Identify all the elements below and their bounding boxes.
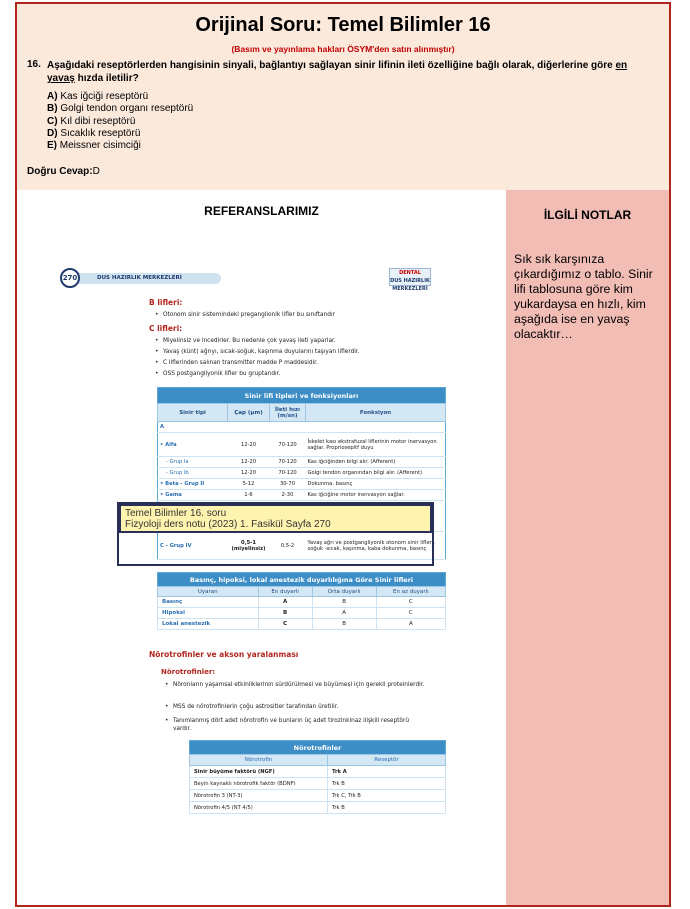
answer-label: Doğru Cevap:: [27, 166, 93, 177]
option-d: [47, 128, 193, 140]
table-cell: Nörotrofin 3 (NT-3): [190, 790, 328, 802]
logo-top-text: DENTAL: [399, 270, 421, 276]
option-b: [47, 103, 193, 115]
correct-answer: [27, 166, 100, 177]
option-letter: E): [47, 140, 57, 152]
question-text-part2: hızda iletilir?: [74, 73, 139, 84]
c-fibers-bullet: • Miyelinsiz ve incedirler. Bu nedenle çok yavaş ileti yaparlar.: [163, 338, 336, 346]
table-row: [158, 490, 446, 501]
copyright-note: (Basım ve yayınlama hakları ÖSYM'den satın alınmıştır): [231, 44, 455, 54]
table-caption: Basınç, hipoksi, lokal anestezik duyarlılığına Göre Sinir lifleri: [158, 573, 446, 587]
table-cell: Sinir büyüme faktörü (NGF): [190, 766, 328, 778]
table-cell: Yavaş ağrı ve postgangliyonik otonom sinir lifleri, soğuk -sıcak, kaşınma, kaba dokunma, basınç: [306, 532, 446, 560]
table-cell: A: [258, 597, 312, 608]
table-cell: • Gama: [158, 490, 228, 501]
option-letter: D): [47, 127, 58, 139]
table-header: Uyaran: [158, 587, 259, 597]
references-title: REFERANSLARIMIZ: [204, 204, 319, 218]
table-row: [158, 597, 446, 608]
table-cell: 70-120: [270, 468, 306, 479]
table-row: [158, 457, 446, 468]
table-cell: - Grup Ib: [158, 468, 228, 479]
table-cell: Kas iğciğine motor inervasyon sağlar.: [306, 490, 446, 501]
c-fibers-bullet: • Yavaş (künt) ağrıyı, sıcak-soğuk, kaşınma duyularını taşıyan liflerdir.: [163, 349, 360, 357]
table-row: [158, 619, 446, 630]
table-cell: Beyin kaynaklı nörotrofik faktör (BDNF): [190, 778, 328, 790]
table-header: İleti hızı (m/sn): [270, 404, 306, 422]
question-text: [47, 59, 647, 85]
option-letter: A): [47, 91, 58, 102]
logo-bottom-text: DUS HAZIRLIK MERKEZLERİ: [390, 278, 430, 292]
table-cell: Trk B: [328, 802, 446, 814]
table-cell: Hipoksi: [158, 608, 259, 619]
question-number: 16.: [27, 59, 41, 70]
source-label-line1: Temel Bilimler 16. soru: [125, 508, 227, 519]
c-fibers-heading: C lifleri:: [149, 324, 183, 333]
table-row: [190, 802, 446, 814]
table-cell: • Alfa: [158, 433, 228, 457]
table-header: Orta duyarlı: [312, 587, 376, 597]
table-cell: [306, 422, 446, 433]
neurotrophin-table: [189, 740, 446, 814]
question-text-emphasis: en yavaş: [47, 60, 628, 84]
table-cell: • Beta - Grup II: [158, 479, 228, 490]
table-cell: Golgi tendon organından bilgi alır. (Afferent): [306, 468, 446, 479]
table-cell: B: [312, 619, 376, 630]
table-cell: Kas iğciğinden bilgi alır. (Afferent): [306, 457, 446, 468]
table-caption: Nörotrofinler: [190, 741, 446, 755]
table-cell: [270, 422, 306, 433]
answer-value: D: [92, 166, 100, 177]
c-fibers-bullet: • C liflerinden salınan transmitter madde P maddesidir.: [163, 360, 318, 368]
option-e: [47, 140, 193, 152]
option-letter: B): [47, 103, 58, 115]
table-cell: 12-20: [228, 433, 270, 457]
table-cell: Trk A: [328, 766, 446, 778]
table-caption: Sinir lifi tipleri ve fonksiyonları: [158, 388, 446, 404]
neurotrophin-subheading: Nörotrofinler:: [161, 668, 216, 676]
table-cell: 12-20: [228, 468, 270, 479]
table-row: [158, 608, 446, 619]
table-cell: 70-120: [270, 457, 306, 468]
table-cell: - Grup Ia: [158, 457, 228, 468]
table-header: Nörotrofin: [190, 755, 328, 766]
table-header: Sinir tipi: [158, 404, 228, 422]
b-fibers-heading: B lifleri:: [149, 298, 183, 307]
b-fibers-bullet: • Otonom sinir sistemindeki preganglionik lifler bu sınıftandır: [163, 312, 335, 320]
page-header-band: DUS HAZIRLIK MERKEZLERİ: [71, 273, 221, 284]
source-label: [119, 504, 432, 533]
neurotrophin-heading: Nörotrofinler ve akson yaralanması: [149, 650, 299, 659]
table-cell: B: [312, 597, 376, 608]
table-header: Reseptör: [328, 755, 446, 766]
page-title: Orijinal Soru: Temel Bilimler 16: [195, 14, 491, 36]
table-cell: Trk C, Trk B: [328, 790, 446, 802]
page-frame: [15, 2, 671, 907]
option-c: [47, 116, 193, 128]
table-header: Çap (μm): [228, 404, 270, 422]
table-header: Fonksiyon: [306, 404, 446, 422]
option-text: Sıcaklık reseptörü: [60, 127, 141, 139]
table-cell: 2-30: [270, 490, 306, 501]
table-header: En az duyarlı: [376, 587, 445, 597]
table-cell: C: [376, 608, 445, 619]
neurotrophin-bullet: • Nöronların yaşamsal etkinliklerinin sürdürülmesi ve büyümesi için gerekli proteinlerdir.: [173, 682, 428, 690]
option-text: Kıl dibi reseptörü: [60, 115, 136, 127]
table-cell: 1-6: [228, 490, 270, 501]
notes-title: İLGİLİ NOTLAR: [543, 208, 632, 222]
table-cell: [228, 422, 270, 433]
table-row: [158, 468, 446, 479]
neurotrophin-bullet: • MSS de nörotrofinlerin çoğu astrositler tarafından üretilir.: [173, 704, 428, 712]
table-cell: Lokal anestezik: [158, 619, 259, 630]
table-row: [190, 790, 446, 802]
source-label-line2: Fizyoloji ders notu (2023) 1. Fasikül Sayfa 270: [125, 519, 331, 530]
table-cell: Trk B: [328, 778, 446, 790]
table-row: [158, 422, 446, 433]
neurotrophin-bullet: • Tanımlanmış dört adet nörotrofin ve bunların üç adet tirozinkinaz ilişkili reseptörü vardır.: [173, 718, 428, 733]
table-cell: A: [376, 619, 445, 630]
option-text: Meissner cisimciği: [59, 140, 141, 152]
table-cell: 5-12: [228, 479, 270, 490]
question-text-part1: Aşağıdaki reseptörlerden hangisinin sinyali, bağlantıyı sağlayan sinir lifinin ileti özelliğine bağlı olarak, diğerlerine göre: [47, 60, 616, 71]
table-cell: C: [258, 619, 312, 630]
table-cell: İskelet kası ekstrafuzal liflerinin motor inervasyon sağlar. Propriosepitf duyu: [306, 433, 446, 457]
table-row: [158, 433, 446, 457]
table-cell: 0,5-2: [270, 532, 306, 560]
table-cell: 12-20: [228, 457, 270, 468]
table-row: [190, 766, 446, 778]
sensitivity-table: [157, 572, 446, 630]
option-letter: C): [47, 115, 58, 127]
table-cell: C - Grup IV: [158, 532, 228, 560]
notes-panel: [506, 190, 669, 905]
publisher-logo: [389, 268, 431, 292]
table-cell: 0,5-1 (miyelinsiz): [228, 532, 270, 560]
table-header: En duyarlı: [258, 587, 312, 597]
table-cell: Dokunma, basınç: [306, 479, 446, 490]
table-cell: A: [312, 608, 376, 619]
table-cell: 70-120: [270, 433, 306, 457]
table-cell: A: [158, 422, 228, 433]
table-cell: Nörotrofin 4/5 (NT 4/5): [190, 802, 328, 814]
table-cell: 30-70: [270, 479, 306, 490]
option-text: Golgi tendon organı reseptörü: [60, 103, 194, 115]
answer-options: [47, 91, 193, 152]
option-text: Kas iğciği reseptörü: [60, 91, 149, 102]
page-number-badge: 270: [60, 268, 80, 288]
table-cell: Basınç: [158, 597, 259, 608]
c-fibers-bullet: • OSS postgangliyonik lifler bu gruptandır.: [163, 371, 280, 379]
question-panel: [17, 4, 669, 190]
table-row: [158, 479, 446, 490]
table-row: [190, 778, 446, 790]
table-cell: B: [258, 608, 312, 619]
option-a: [47, 91, 193, 103]
notes-text: Sık sık karşınıza çıkardığımız o tablo. Sinir lifi tablosuna göre kim yukardaysa en hızlı, kim aşağıda ise en yavaş olacaktır…: [514, 252, 653, 341]
table-cell: C: [376, 597, 445, 608]
references-panel: [17, 190, 506, 905]
